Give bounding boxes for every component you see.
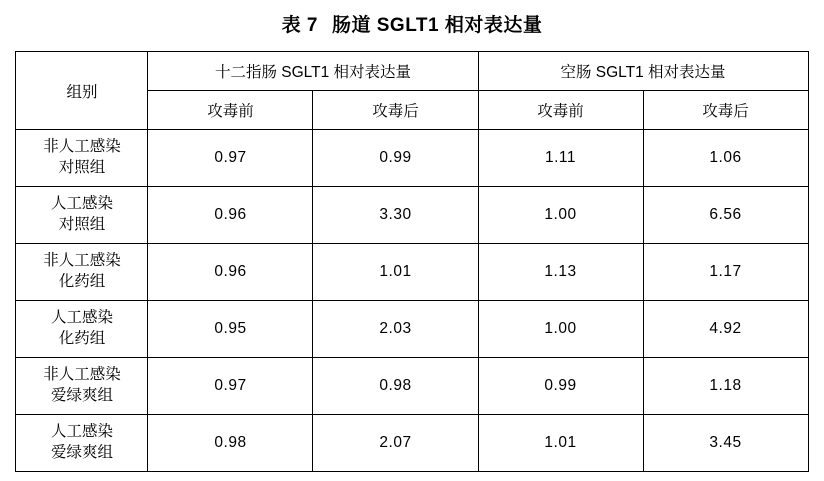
header-jejunum-before: 攻毒前 [478,91,643,130]
cell-duodenum-before: 0.96 [148,187,313,244]
row-group-label [16,415,148,472]
row-group-label-line2: 化药组 [58,330,106,347]
cell-jejunum-after: 6.56 [643,187,808,244]
row-group-label-line2: 爱绿爽组 [50,444,113,461]
row-group-label-line2: 对照组 [58,159,106,176]
header-duodenum-after: 攻毒后 [313,91,478,130]
cell-jejunum-after: 1.17 [643,244,808,301]
table-title-text: 肠道 SGLT1 相对表达量 [331,15,543,36]
cell-duodenum-before: 0.97 [148,130,313,187]
row-group-label [16,187,148,244]
cell-jejunum-after: 3.45 [643,415,808,472]
cell-duodenum-before: 0.98 [148,415,313,472]
table-row [16,358,808,415]
row-group-label [16,301,148,358]
header-duodenum-before: 攻毒前 [148,91,313,130]
cell-jejunum-before: 1.00 [478,301,643,358]
cell-jejunum-before: 1.00 [478,187,643,244]
table-title [0,0,824,51]
cell-jejunum-before: 1.11 [478,130,643,187]
cell-jejunum-before: 0.99 [478,358,643,415]
row-group-label-line1: 非人工感染 [43,138,121,156]
header-section-duodenum: 十二指肠 SGLT1 相对表达量 [148,52,478,91]
table-row [16,244,808,301]
row-group-label [16,358,148,415]
cell-duodenum-before: 0.95 [148,301,313,358]
table-row [16,187,808,244]
cell-jejunum-before: 1.01 [478,415,643,472]
table-row [16,130,808,187]
cell-jejunum-after: 1.06 [643,130,808,187]
row-group-label-line2: 爱绿爽组 [50,387,113,404]
cell-duodenum-before: 0.97 [148,358,313,415]
cell-duodenum-after: 1.01 [313,244,478,301]
row-group-label-line1: 非人工感染 [43,252,121,270]
header-section-jejunum: 空肠 SGLT1 相对表达量 [478,52,808,91]
row-group-label-line1: 人工感染 [50,195,113,213]
row-group-label-line2: 对照组 [58,216,106,233]
table-row [16,301,808,358]
table-title-label: 表 7 [281,15,318,36]
row-group-label-line2: 化药组 [58,273,106,290]
row-group-label-line1: 非人工感染 [43,366,121,384]
table-header [16,52,808,130]
cell-duodenum-after: 2.07 [313,415,478,472]
header-jejunum-after: 攻毒后 [643,91,808,130]
row-group-label [16,130,148,187]
cell-duodenum-before: 0.96 [148,244,313,301]
table-header-row-1 [16,52,808,91]
row-group-label-line1: 人工感染 [50,423,113,441]
cell-jejunum-before: 1.13 [478,244,643,301]
table-row [16,415,808,472]
row-group-label [16,244,148,301]
cell-duodenum-after: 0.98 [313,358,478,415]
sglt1-expression-table [15,51,808,472]
header-group-column: 组别 [16,52,148,130]
table-body [16,130,808,472]
cell-duodenum-after: 3.30 [313,187,478,244]
cell-duodenum-after: 0.99 [313,130,478,187]
cell-jejunum-after: 1.18 [643,358,808,415]
cell-duodenum-after: 2.03 [313,301,478,358]
row-group-label-line1: 人工感染 [50,309,113,327]
cell-jejunum-after: 4.92 [643,301,808,358]
